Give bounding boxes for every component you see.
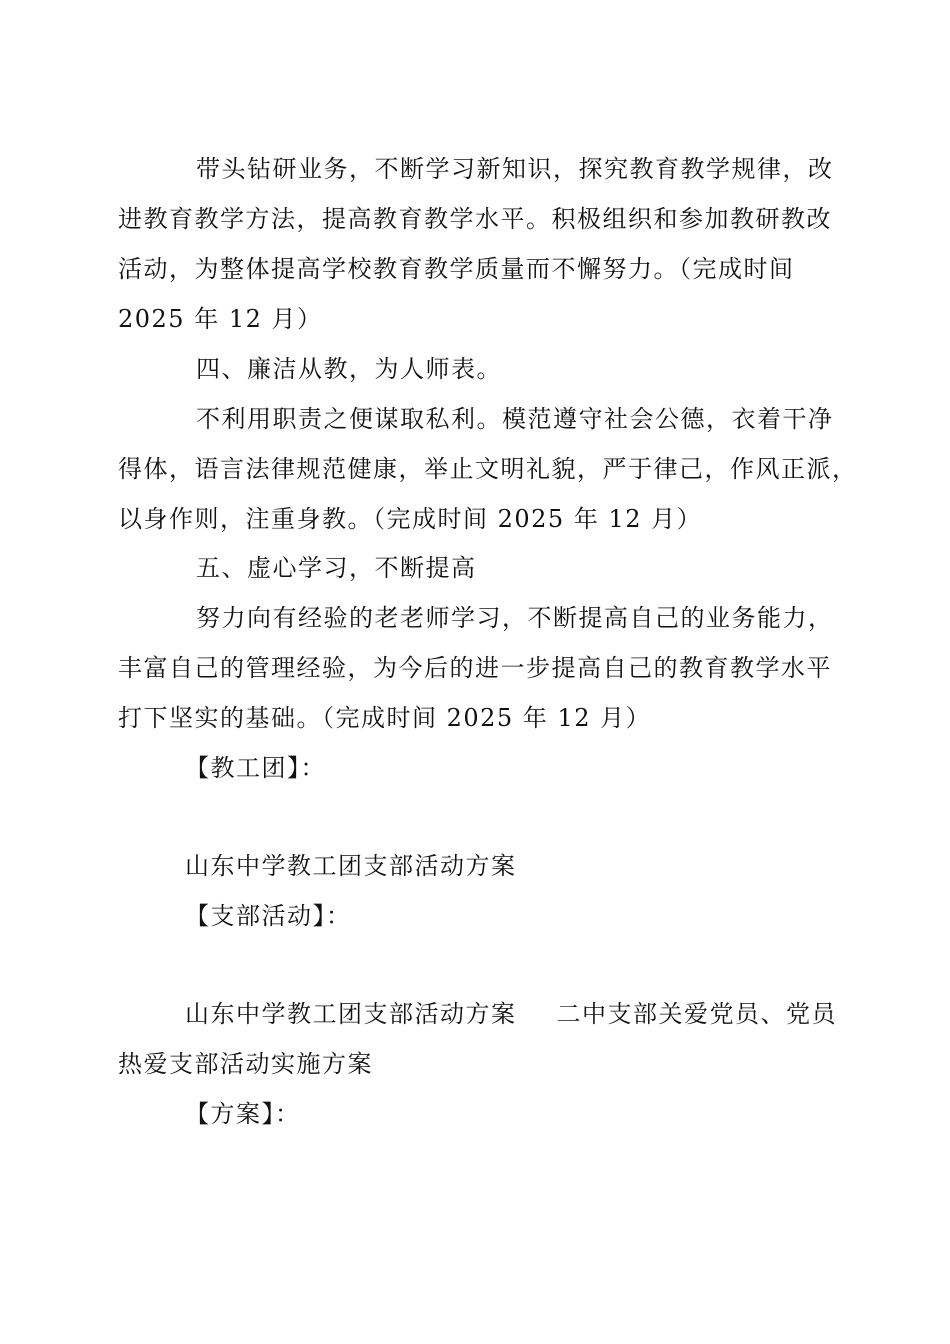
paragraph-1-line-4: 2025 年 12 月） [118,305,323,333]
paragraph-2-line-3: 以身作则，注重身教。（完成时间 2025 年 12 月） [118,505,703,533]
label-zhibu-huodong: 【支部活动】： [185,902,352,930]
label-jiaogongtuan: 【教工团】： [185,754,326,782]
section-heading-4: 四、廉洁从教，为人师表。 [196,355,502,383]
paragraph-3-line-3: 打下坚实的基础。（完成时间 2025 年 12 月） [118,704,652,732]
paragraph-3-line-2: 丰富自己的管理经验，为今后的进一步提高自己的教育教学水平 [118,654,832,682]
activity-title-2-part-b: 二中支部关爱党员、党员 [556,1000,837,1028]
activity-title-2-line-1 [185,999,837,1029]
paragraph-1-line-1: 带头钻研业务，不断学习新知识，探究教育教学规律，改 [196,155,834,183]
activity-title-1: 山东中学教工团支部活动方案 [185,852,517,880]
paragraph-2-line-2: 得体，语言法律规范健康，举止文明礼貌，严于律己，作风正派， [118,455,858,483]
activity-title-2-part-a: 山东中学教工团支部活动方案 [185,1000,517,1028]
paragraph-1-line-3: 活动，为整体提高学校教育教学质量而不懈努力。（完成时间 [118,255,795,283]
activity-title-2-line-2: 热爱支部活动实施方案 [118,1050,373,1078]
paragraph-3-line-1: 努力向有经验的老老师学习，不断提高自己的业务能力， [196,604,834,632]
section-heading-5: 五、虚心学习，不断提高 [196,554,477,582]
label-fangan: 【方案】： [185,1100,301,1128]
paragraph-2-line-1: 不利用职责之便谋取私利。模范遵守社会公德，衣着干净 [196,405,834,433]
paragraph-1-line-2: 进教育教学方法，提高教育教学水平。积极组织和参加教研教改 [118,205,832,233]
